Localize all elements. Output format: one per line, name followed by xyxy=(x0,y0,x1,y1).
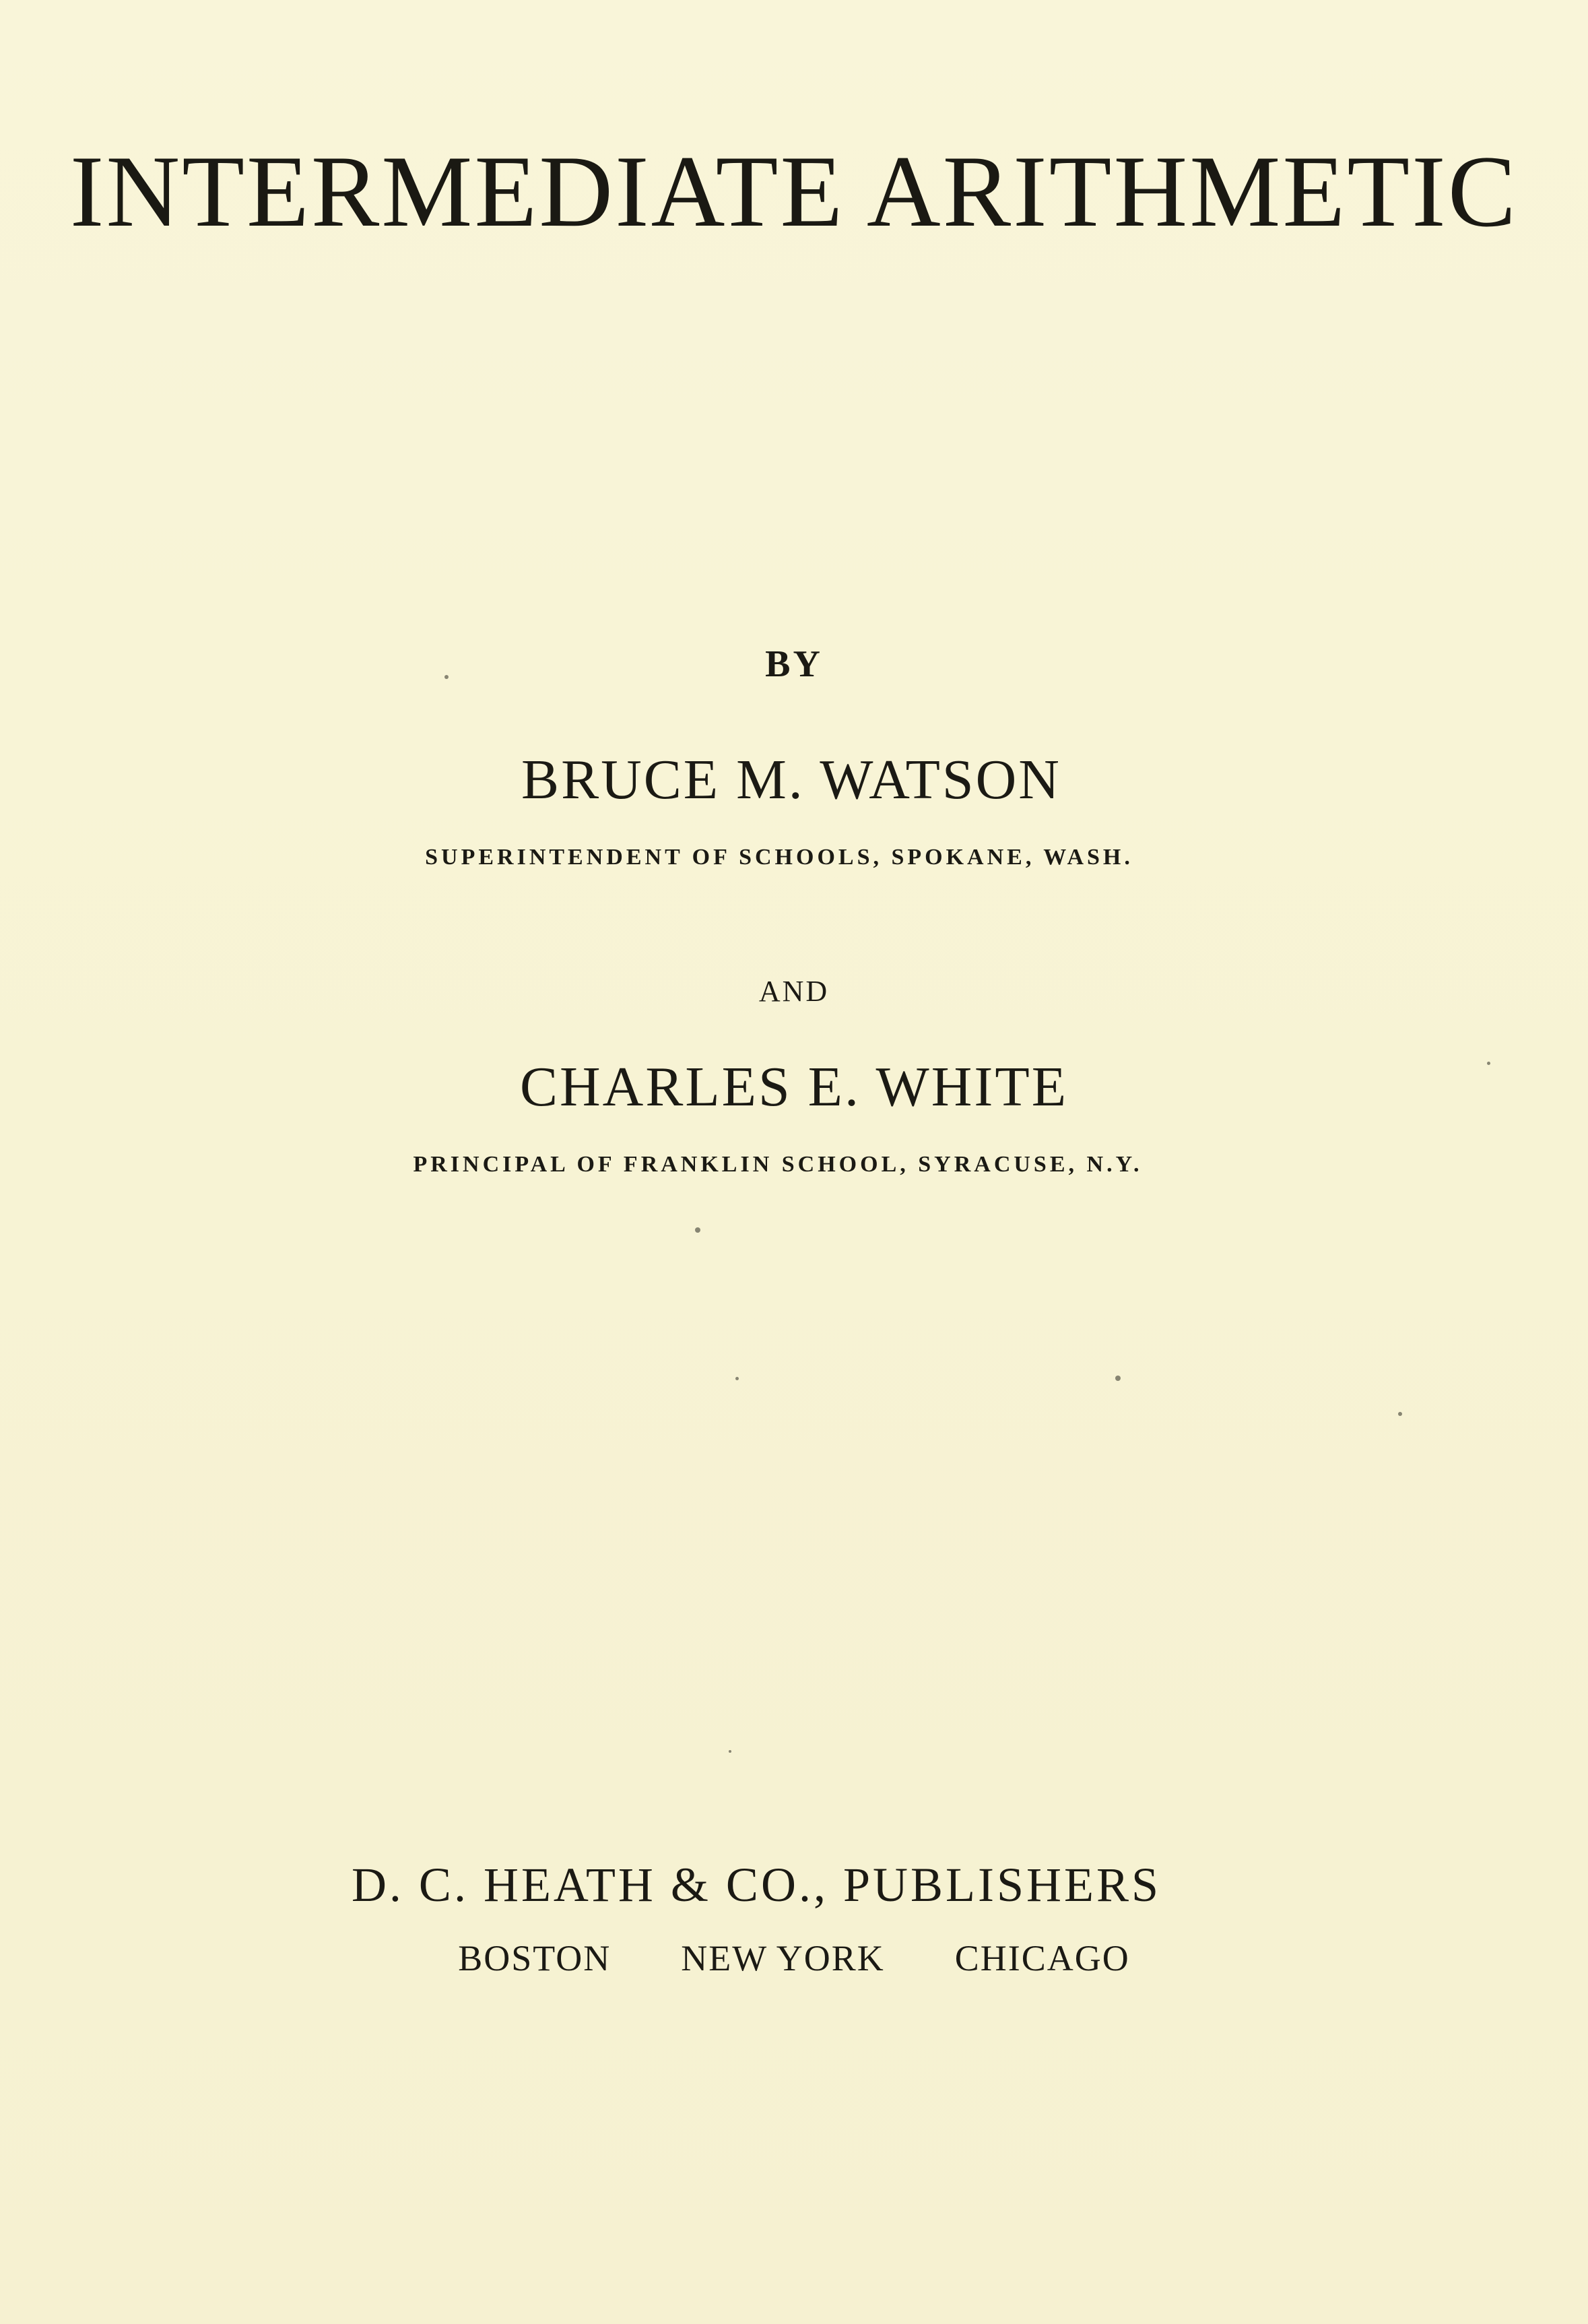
author-1-name: BRUCE M. WATSON xyxy=(521,748,1061,811)
publisher-line: D. C. HEATH & CO., PUBLISHERS xyxy=(351,1858,1162,1912)
paper-speck xyxy=(735,1377,739,1380)
city-boston: BOSTON xyxy=(458,1938,611,1978)
paper-speck xyxy=(444,675,449,679)
paper-speck xyxy=(729,1750,731,1753)
author-1-role: SUPERINTENDENT OF SCHOOLS, SPOKANE, WASH. xyxy=(425,845,1133,870)
paper-speck xyxy=(1398,1412,1402,1416)
paper-speck xyxy=(1115,1376,1121,1381)
and-label: AND xyxy=(758,975,830,1008)
author-2-role: PRINCIPAL OF FRANKLIN SCHOOL, SYRACUSE, N.Y. xyxy=(413,1152,1143,1177)
city-chicago: CHICAGO xyxy=(954,1938,1130,1978)
city-new-york: NEW YORK xyxy=(681,1938,885,1978)
author-2-name: CHARLES E. WHITE xyxy=(519,1056,1069,1118)
book-title: INTERMEDIATE ARITHMETIC xyxy=(69,135,1519,248)
publisher-cities xyxy=(0,1940,1588,1976)
paper-speck xyxy=(1487,1062,1490,1065)
paper-speck xyxy=(695,1227,700,1233)
by-label: BY xyxy=(765,643,823,685)
